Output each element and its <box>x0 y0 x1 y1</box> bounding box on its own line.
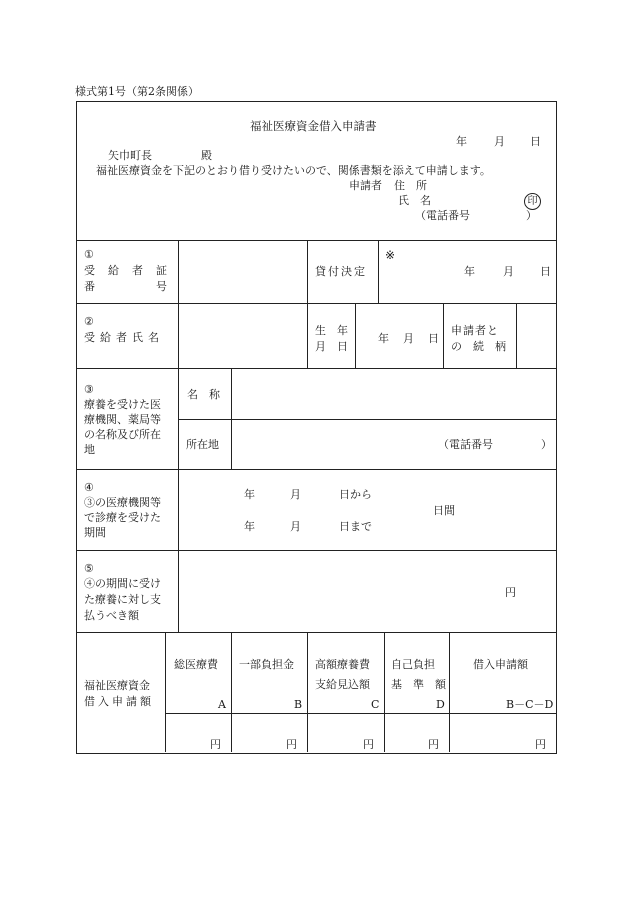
row4-number: ④ <box>84 481 94 494</box>
relation-label-line2: の 続 柄 <box>451 340 506 353</box>
office-use-mark: ※ <box>385 248 396 262</box>
loan-row-label-line1: 福祉医療資金 <box>84 679 150 692</box>
col-self-burden-header-line1: 自己負担 <box>391 658 435 671</box>
row1-label-line1: 受 給 者 証 <box>84 264 168 277</box>
facility-name-label: 名 称 <box>187 388 220 401</box>
row3-label-line1: 療養を受けた医 <box>84 398 161 411</box>
col-total-medical-letter: A <box>218 698 226 711</box>
row2-year: 年 <box>378 332 389 345</box>
row3-label-line3: の名称及び所在 <box>84 428 161 441</box>
col-copay-header: 一部負担金 <box>239 658 294 671</box>
birth-label-line1: 生 年 <box>315 324 348 337</box>
period-days: 日間 <box>433 504 455 517</box>
row5-yen: 円 <box>505 586 516 599</box>
row1-label-line2: 番 号 <box>84 280 168 293</box>
col-high-cost-header-line2: 支給見込額 <box>315 678 370 691</box>
period-start-month: 月 <box>290 488 301 501</box>
phone-open: （電話番号 <box>415 209 470 222</box>
facility-phone-open: （電話番号 <box>438 438 493 451</box>
seal-mark: 印 <box>524 193 541 210</box>
birth-label-line2: 月 日 <box>315 340 348 353</box>
col-high-cost-letter: C <box>371 698 380 711</box>
row2-month: 月 <box>403 332 414 345</box>
row4-label-line1: ③の医療機関等 <box>84 496 161 509</box>
col-self-burden-header-line2: 基 準 額 <box>391 678 446 691</box>
col-total-medical-header: 総医療費 <box>174 658 218 671</box>
row4-label-line2: で診療を受けた <box>84 511 161 524</box>
row5-number: ⑤ <box>84 562 94 575</box>
yen-loan-amount: 円 <box>535 738 546 751</box>
applicant-label: 申請者 <box>349 179 382 192</box>
date-day: 日 <box>530 135 541 148</box>
period-end-day: 日まで <box>339 520 372 533</box>
honorific: 殿 <box>201 149 212 162</box>
phone-close: ） <box>526 209 537 222</box>
col-copay-letter: B <box>294 698 303 711</box>
yen-self-burden: 円 <box>428 738 439 751</box>
row3-label-line2: 療機関、薬局等 <box>84 413 161 426</box>
name-label: 氏 名 <box>398 194 431 207</box>
row1-day: 日 <box>540 265 551 278</box>
row4-label-line3: 期間 <box>84 526 106 539</box>
facility-location-label: 所在地 <box>186 438 219 451</box>
row5-label-line2: た療養に対し支 <box>84 593 161 606</box>
loan-decision-label: 貸付決定 <box>315 265 367 278</box>
col-high-cost-header-line1: 高額療養費 <box>315 658 370 671</box>
row5-label-line3: 払うべき額 <box>84 609 139 622</box>
addressee: 矢巾町長 <box>108 149 152 162</box>
relation-label-line1: 申請者と <box>451 324 499 337</box>
row2-day: 日 <box>428 332 439 345</box>
recipient-name-label: 受給者氏名 <box>84 331 164 344</box>
application-statement: 福祉医療資金を下記のとおり借り受けたいので、関係書類を添えて申請します。 <box>96 164 491 177</box>
row1-month: 月 <box>503 265 514 278</box>
col-self-burden-letter: D <box>436 698 445 711</box>
loan-row-label-line2: 借入申請額 <box>84 695 154 708</box>
row3-number: ③ <box>84 383 94 396</box>
yen-high-cost: 円 <box>363 738 374 751</box>
date-year: 年 <box>456 135 467 148</box>
date-month: 月 <box>494 135 505 148</box>
row5-label-line1: ④の期間に受け <box>84 577 161 590</box>
col-loan-amount-header: 借入申請額 <box>473 658 528 671</box>
row2-number: ② <box>84 315 94 328</box>
row3-label-line4: 地 <box>84 443 95 456</box>
period-end-month: 月 <box>290 520 301 533</box>
period-end-year: 年 <box>244 520 255 533</box>
facility-phone-close: ） <box>541 438 552 451</box>
period-start-year: 年 <box>244 488 255 501</box>
col-loan-amount-letter: B－C－D <box>506 698 554 711</box>
form-title: 福祉医療資金借入申請書 <box>250 119 377 133</box>
period-start-day: 日から <box>339 488 372 501</box>
yen-total-medical: 円 <box>210 738 221 751</box>
row1-number: ① <box>84 248 94 261</box>
form-number: 様式第1号（第2条関係） <box>75 85 199 98</box>
row1-year: 年 <box>464 265 475 278</box>
address-label: 住 所 <box>394 179 427 192</box>
yen-copay: 円 <box>286 738 297 751</box>
